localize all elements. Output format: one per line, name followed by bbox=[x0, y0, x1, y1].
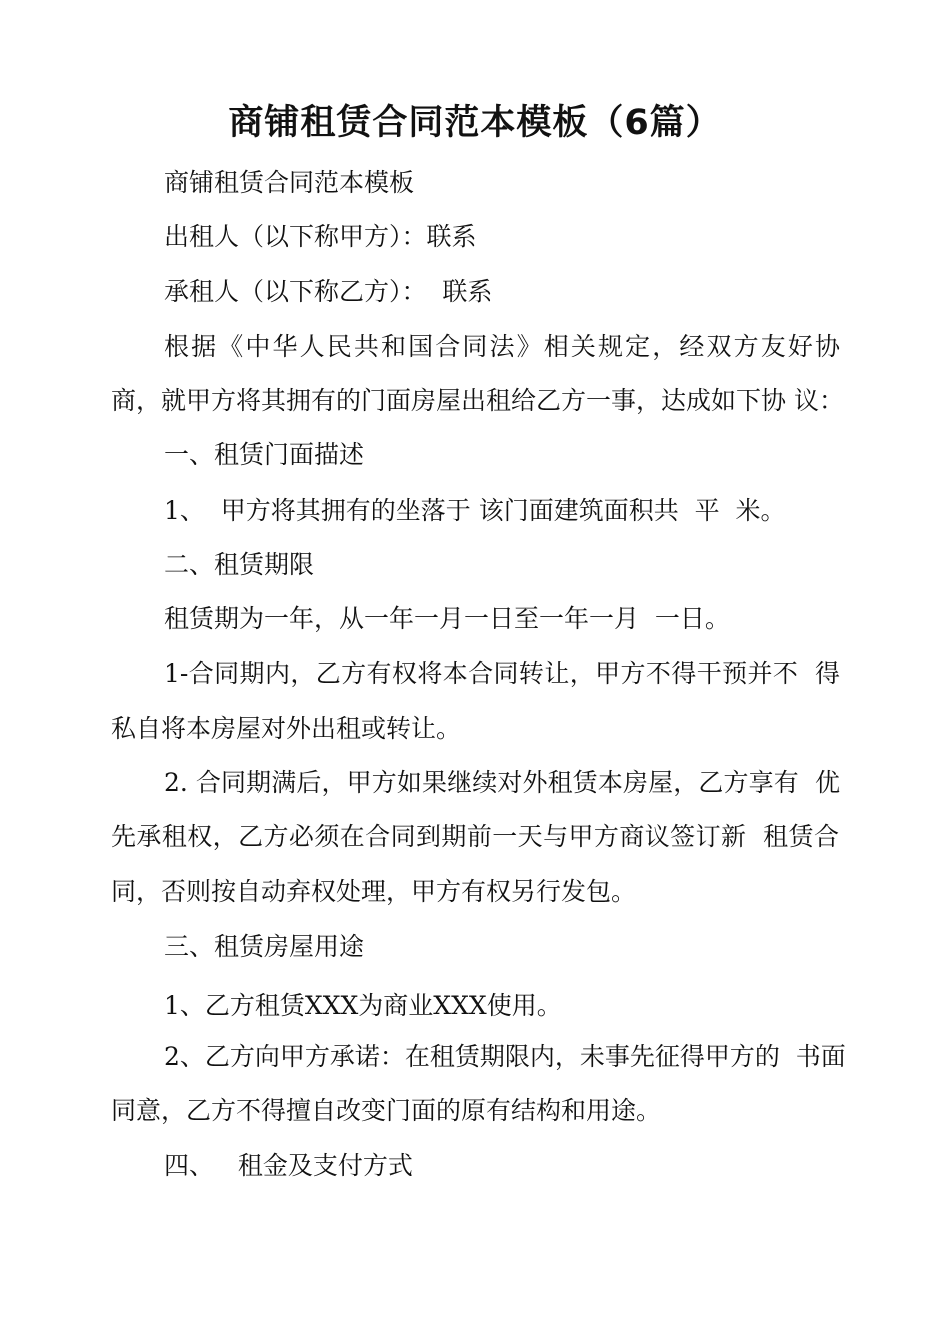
section-heading-1: 一、租赁门面描述 bbox=[164, 440, 365, 469]
lessor-line: 出租人（以下称甲方）：联系 bbox=[164, 222, 477, 251]
clause-2-2-line-3: 同，否则按自动弃权处理，甲方有权另行发包。 bbox=[111, 877, 637, 906]
clause-2-2-line-1: 2. 合同期满后，甲方如果继续对外租赁本房屋，乙方享有 优 bbox=[164, 768, 840, 797]
clause-2-1-line-1: 1-合同期内，乙方有权将本合同转让，甲方不得干预并不 得 bbox=[164, 659, 840, 688]
subtitle-line: 商铺租赁合同范本模板 bbox=[164, 168, 415, 197]
clause-3-2-line-2: 同意，乙方不得擅自改变门面的原有结构和用途。 bbox=[111, 1096, 662, 1125]
clause-2-1-line-2: 私自将本房屋对外出租或转让。 bbox=[111, 714, 462, 743]
clause-1-1: 1、 甲方将其拥有的坐落于 该门面建筑面积共 平 米。 bbox=[164, 496, 786, 525]
section-heading-3: 三、租赁房屋用途 bbox=[164, 932, 365, 961]
clause-2-2-line-2: 先承租权，乙方必须在合同到期前一天与甲方商议签订新 租赁合 bbox=[111, 822, 839, 851]
preamble-line-2: 商，就甲方将其拥有的门面房屋出租给乙方一事，达成如下协 议： bbox=[111, 386, 844, 415]
clause-3-2-line-1: 2、乙方向甲方承诺：在租赁期限内，未事先征得甲方的 书面 bbox=[164, 1042, 846, 1071]
clause-3-1: 1、乙方租赁XXX为商业XXX使用。 bbox=[164, 991, 562, 1020]
section-heading-4: 四、 租金及支付方式 bbox=[164, 1151, 413, 1180]
preamble-line-1: 根据《中华人民共和国合同法》相关规定，经双方友好协 bbox=[164, 332, 840, 361]
section-heading-2: 二、租赁期限 bbox=[164, 550, 315, 579]
document-title: 商铺租赁合同范本模板（6篇） bbox=[228, 103, 722, 143]
lessee-line: 承租人（以下称乙方）： 联系 bbox=[164, 277, 493, 306]
lease-period-line: 租赁期为一年，从一年一月一日至一年一月 一日。 bbox=[164, 604, 730, 633]
